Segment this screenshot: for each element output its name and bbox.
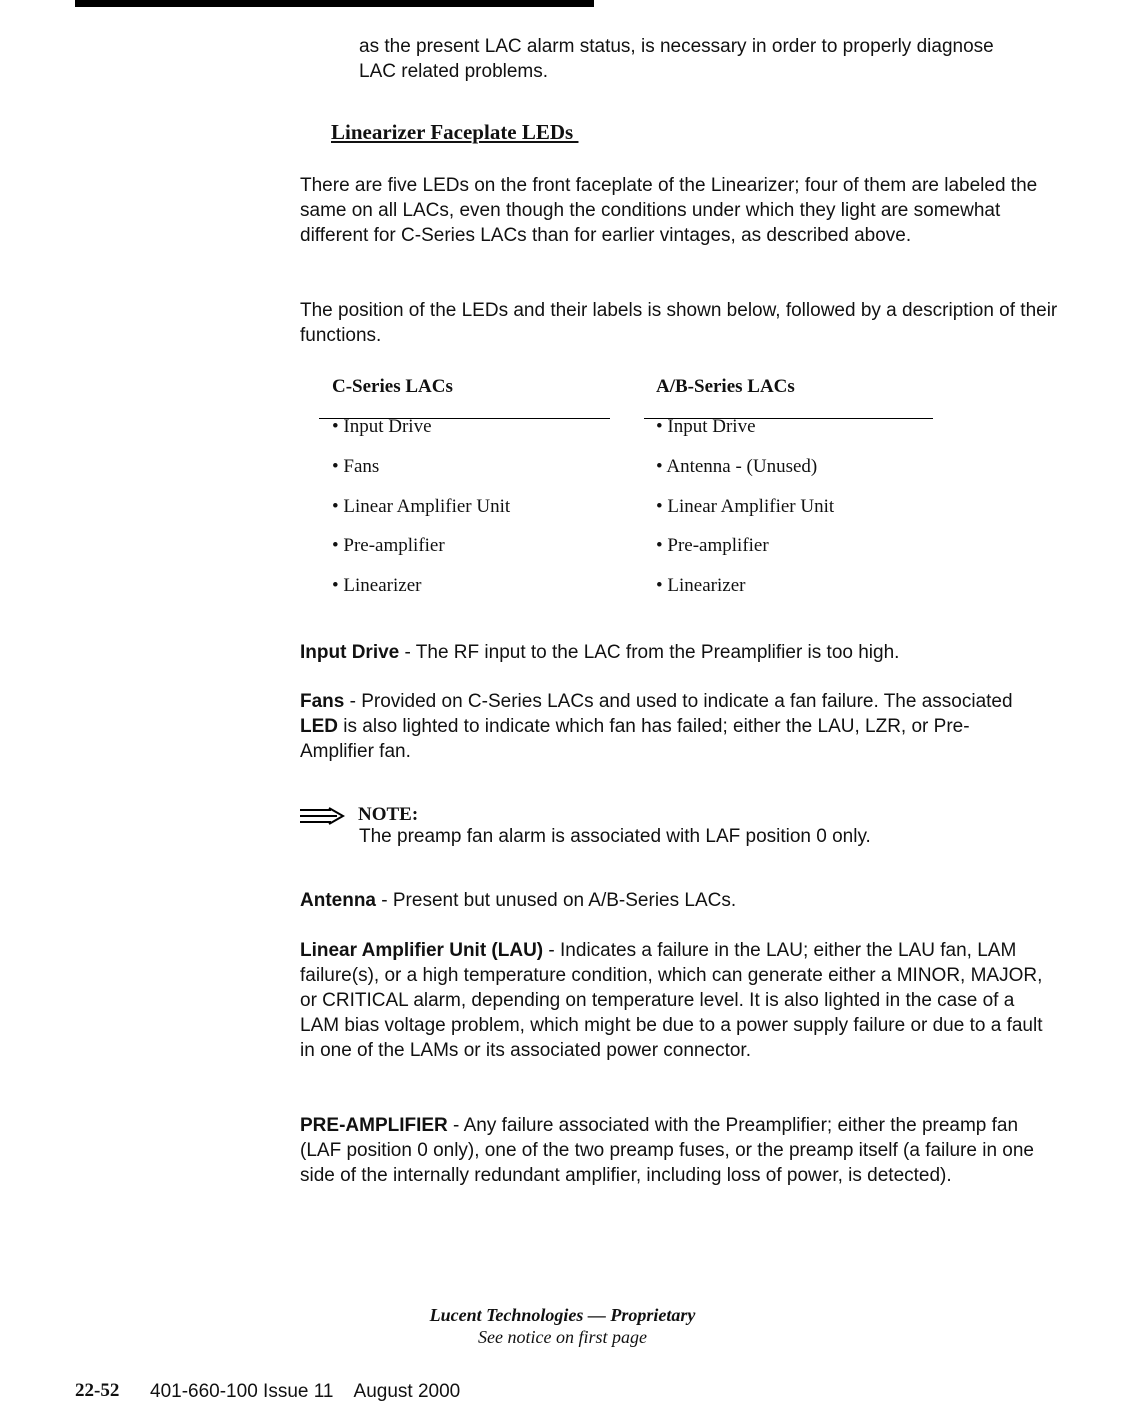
leds-overview-paragraph: There are five LEDs on the front faceplate of the Linearizer; four of them are labeled the same on all LACs, even though the conditions under which they light are somewhat different for C-Series LACs than for earlier vintages, as described above. (300, 175, 1038, 246)
ab-series-item: • Linear Amplifier Unit (656, 496, 835, 517)
intro-line-1: as the present LAC alarm status, is necessary in order to properly diagnose (359, 36, 994, 57)
document-info: 401-660-100 Issue 11 August 2000 (150, 1381, 461, 1402)
note-arrow-icon (299, 807, 345, 825)
note-text: The preamp fan alarm is associated with LAF position 0 only. (359, 826, 871, 847)
fans-led-term: LED (300, 716, 338, 737)
preamp-term: PRE-AMPLIFIER (300, 1115, 448, 1136)
input-drive-term: Input Drive (300, 642, 400, 663)
header-rule (75, 0, 594, 7)
c-series-item: • Input Drive (332, 416, 432, 437)
ab-series-item: • Linearizer (656, 575, 746, 596)
c-series-item: • Fans (332, 456, 380, 477)
note-label: NOTE: (358, 804, 419, 825)
c-series-item: • Linear Amplifier Unit (332, 496, 511, 517)
ab-series-item: • Antenna - (Unused) (656, 456, 818, 477)
antenna-description (300, 888, 1060, 913)
fans-term: Fans (300, 691, 345, 712)
c-series-item: • Linearizer (332, 575, 422, 596)
ab-series-item: • Input Drive (656, 416, 756, 437)
lau-text: - Indicates a failure in the LAU; either the LAU fan, LAM failure(s), or a high temperature condition, which can generate either a MINOR, MAJOR, or CRITICAL alarm, depending on temperature level. It is also lighted in the case of a LAM bias voltage problem, which might be due to a power supply failure or due to a fault in one of the LAMs or its associated power connector. (300, 940, 1043, 1061)
lau-description (300, 938, 1052, 1063)
fans-description (300, 689, 1040, 764)
footer-notice: See notice on first page (478, 1327, 647, 1347)
c-series-header: C-Series LACs (332, 376, 453, 397)
section-title: Linearizer Faceplate LEDs (331, 120, 579, 144)
fans-text-b: is also lighted to indicate which fan has failed; either the LAU, LZR, or Pre-Amplifier fan. (300, 716, 970, 762)
footer-proprietary: Lucent Technologies — Proprietary (429, 1305, 696, 1325)
antenna-term: Antenna (300, 890, 376, 911)
ab-series-header: A/B-Series LACs (656, 376, 795, 397)
input-drive-description (300, 640, 1060, 665)
intro-line-2: LAC related problems. (359, 61, 549, 82)
preamp-text: - Any failure associated with the Preamplifier; either the preamp fan (LAF position 0 only), one of the two preamp fuses, or the preamp itself (a failure in one side of the internally redundant amplifier, including loss of power, is detected). (300, 1115, 1034, 1186)
input-drive-text: - The RF input to the LAC from the Preamplifier is too high. (399, 642, 900, 663)
intro-paragraph (359, 34, 1059, 84)
leds-position-paragraph: The position of the LEDs and their labels is shown below, followed by a description of their functions. (300, 300, 1058, 346)
c-series-item: • Pre-amplifier (332, 535, 445, 556)
lau-term: Linear Amplifier Unit (LAU) (300, 940, 544, 961)
ab-series-item: • Pre-amplifier (656, 535, 769, 556)
preamp-description (300, 1113, 1052, 1188)
antenna-text: - Present but unused on A/B-Series LACs. (376, 890, 737, 911)
fans-text-a: - Provided on C-Series LACs and used to indicate a fan failure. The associated (344, 691, 1013, 712)
page-number: 22-52 (75, 1380, 120, 1401)
